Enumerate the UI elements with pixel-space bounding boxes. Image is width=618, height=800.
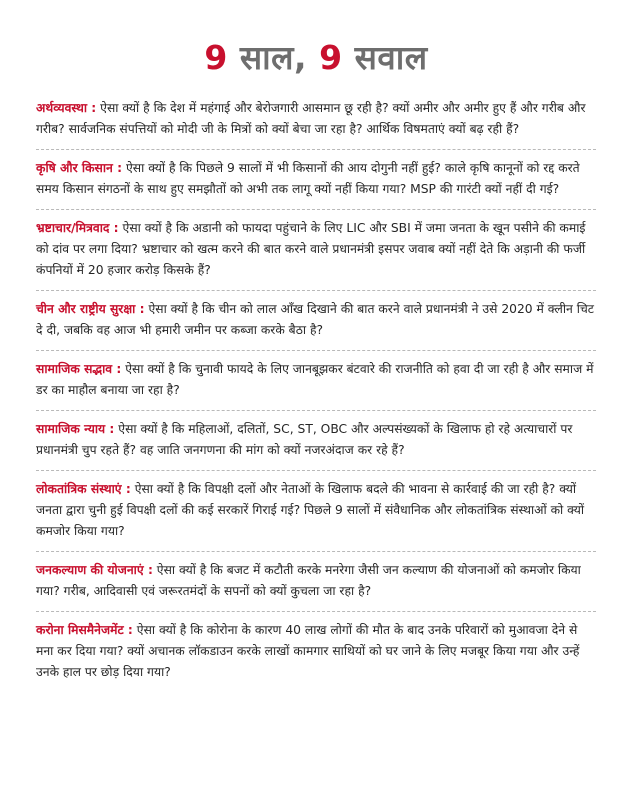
- section-paragraph: [36, 218, 596, 281]
- title-word-1: साल,: [239, 38, 308, 77]
- section-heading: सामाजिक सद्भाव :: [36, 362, 122, 376]
- section-text: ऐसा क्यों है कि बजट में कटौती करके मनरेगा जैसी जन कल्याण की योजनाओं को कमजोर किया गया? गरीब, आदिवासी एवं जरूरतमंदों के सपनों को क्यों कुचला जा रहा है?: [36, 563, 581, 598]
- section-economy: [36, 90, 596, 150]
- section-text: ऐसा क्यों है कि कोरोना के कारण 40 लाख लोगों की मौत के बाद उनके परिवारों को मुआवजा देने से मना कर दिया गया? क्यों अचानक लॉकडाउन करके लाखों कामगार साथियों को घर जाने के लिए मजबूर किया गया और उन्हें उनके हाल पर छोड़ दिया गया?: [36, 623, 580, 679]
- title-word-2: सवाल: [354, 38, 428, 77]
- section-heading: कृषि और किसान :: [36, 161, 123, 175]
- section-paragraph: [36, 419, 596, 461]
- section-heading: चीन और राष्ट्रीय सुरक्षा :: [36, 302, 145, 316]
- section-paragraph: [36, 158, 596, 200]
- section-heading: अर्थव्यवस्था :: [36, 101, 97, 115]
- title-number-2: 9: [319, 38, 343, 77]
- section-heading: भ्रष्टाचार/मित्रवाद :: [36, 221, 119, 235]
- section-paragraph: [36, 479, 596, 542]
- section-corona-mismanagement: [36, 612, 596, 692]
- section-paragraph: [36, 98, 596, 140]
- title-number-1: 9: [204, 38, 228, 77]
- section-text: ऐसा क्यों है कि चीन को लाल आँख दिखाने की बात करने वाले प्रधानमंत्री ने उसे 2020 में क्लीन चिट दे दी, जबकि वह आज भी हमारी जमीन पर कब्जा करके बैठा है?: [36, 302, 594, 337]
- section-text: ऐसा क्यों है कि विपक्षी दलों और नेताओं के खिलाफ बदले की भावना से कार्रवाई की जा रही है? क्यों जनता द्वारा चुनी हुई विपक्षी दलों की कई सरकारें गिराई गई? पिछले 9 सालों में संवैधानिक और लोकतांत्रिक संस्थाओं को क्यों कमजोर किया गया?: [36, 482, 585, 538]
- section-text: ऐसा क्यों है कि पिछले 9 सालों में भी किसानों की आय दोगुनी नहीं हुई? काले कृषि कानूनों को रद्द करते समय किसान संगठनों के साथ हुए समझौतों को अभी तक लागू क्यों नहीं किया गया? MSP की गारंटी क्यों नहीं दी गई?: [36, 161, 580, 196]
- section-welfare-schemes: [36, 552, 596, 612]
- section-paragraph: [36, 359, 596, 401]
- section-heading: करोना मिसमैनेजमेंट :: [36, 623, 133, 637]
- section-agriculture: [36, 150, 596, 210]
- section-heading: लोकतांत्रिक संस्थाएं :: [36, 482, 131, 496]
- section-paragraph: [36, 620, 596, 683]
- section-democratic-institutions: [36, 471, 596, 552]
- section-text: ऐसा क्यों है कि अडानी को फायदा पहुंचाने के लिए LIC और SBI में जमा जनता के खून पसीने की कमाई को दांव पर लगा दिया? भ्रष्टाचार को खत्म करने की बात करने वाले प्रधानमंत्री इसपर जवाब क्यों नहीं देते कि अड़ानी की फर्जी कंपनियों में 20 हजार करोड़ किसके हैं?: [36, 221, 586, 277]
- section-social-justice: [36, 411, 596, 471]
- section-paragraph: [36, 560, 596, 602]
- section-social-harmony: [36, 351, 596, 411]
- section-paragraph: [36, 299, 596, 341]
- section-text: ऐसा क्यों है कि चुनावी फायदे के लिए जानबूझकर बंटवारे की राजनीति को हवा दी जा रही है और समाज में डर का माहौल बनाया जा रहा है?: [36, 362, 594, 397]
- section-text: ऐसा क्यों है कि देश में महंगाई और बेरोजगारी आसमान छू रही है? क्यों अमीर और अमीर हुए हैं और गरीब और गरीब? सार्वजनिक संपत्तियों को मोदी जी के मित्रों को क्यों बेचा जा रहा है? आर्थिक विषमताएं क्यों बढ़ रही हैं?: [36, 101, 586, 136]
- section-heading: सामाजिक न्याय :: [36, 422, 115, 436]
- section-heading: जनकल्याण की योजनाएं :: [36, 563, 153, 577]
- section-china-security: [36, 291, 596, 351]
- section-corruption: [36, 210, 596, 291]
- section-text: ऐसा क्यों है कि महिलाओं, दलितों, SC, ST, OBC और अल्पसंख्यकों के खिलाफ हो रहे अत्याचारों पर प्रधानमंत्री चुप रहते हैं? वह जाति जनगणना की मांग को क्यों नजरअंदाज कर रहे हैं?: [36, 422, 573, 457]
- poster-title: [36, 0, 596, 90]
